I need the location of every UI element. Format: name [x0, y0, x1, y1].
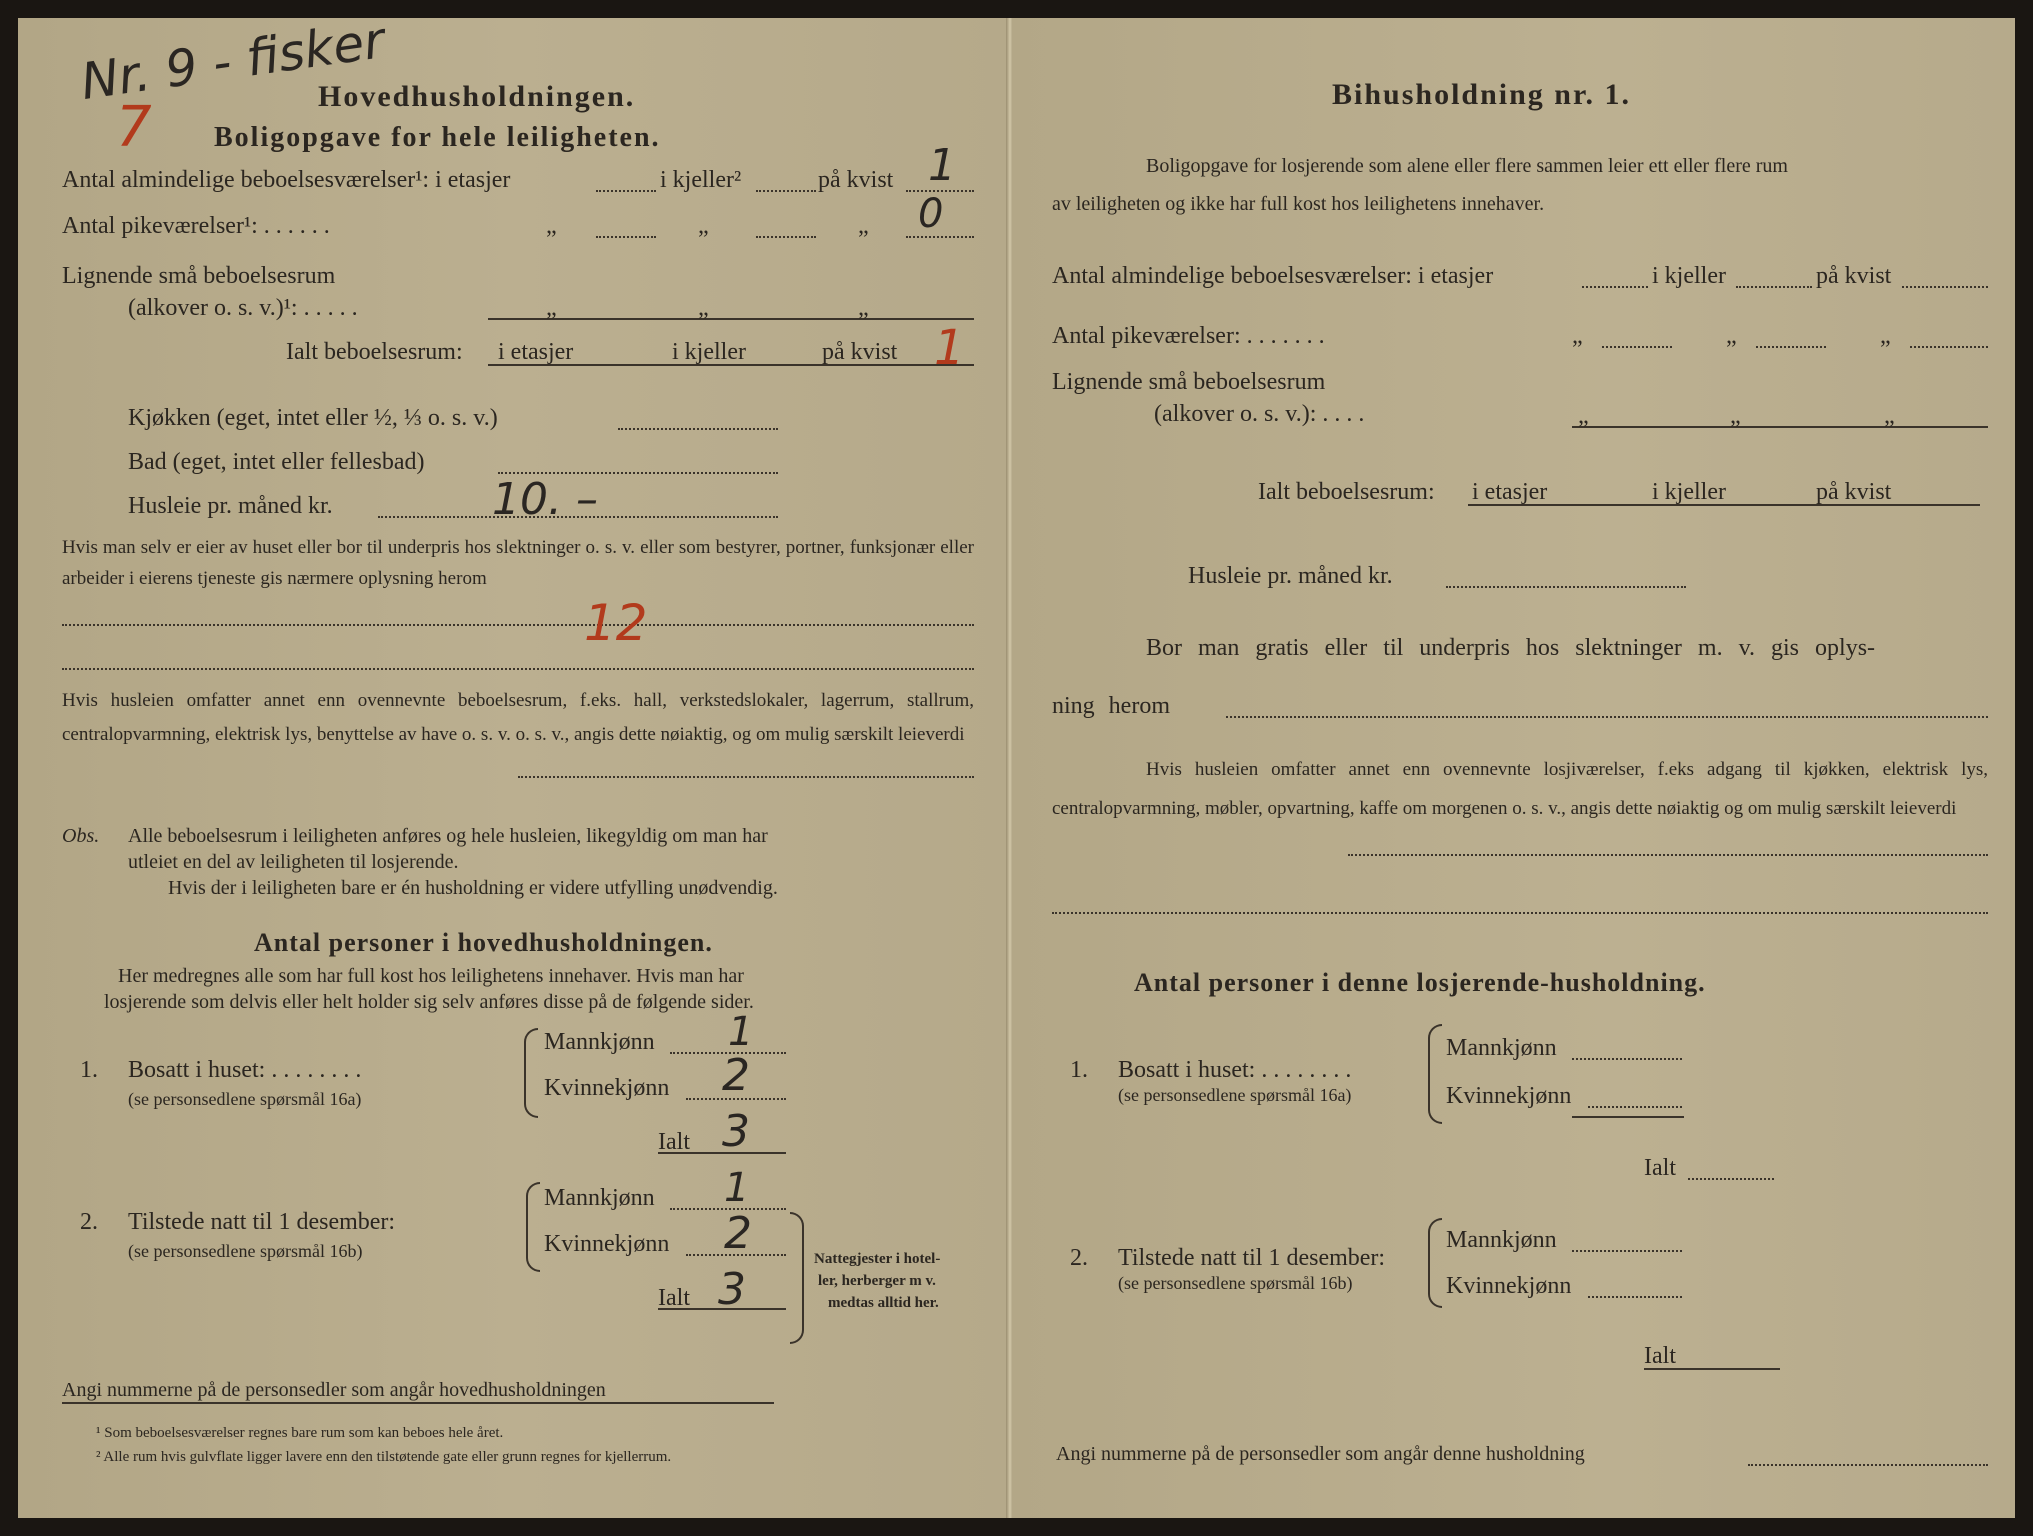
q1-brace-right: [1428, 1024, 1442, 1124]
total-etasjer-label-right: i etasjer: [1472, 479, 1548, 505]
q1-sublabel-right: (se personsedlene spørsmål 16a): [1118, 1085, 1352, 1105]
q1-brace: [524, 1028, 538, 1118]
hw-maid-kvist: 0: [918, 191, 944, 237]
q1-total-label-right: Ialt: [1644, 1155, 1676, 1181]
main-household-page: [18, 11, 1008, 1518]
hw-total-kvist: 1: [934, 320, 965, 376]
footnote-1: ¹ Som beboelsesværelser regnes bare rum som kan beboes hele året.: [96, 1425, 504, 1441]
night-guests-note-3: medtas alltid her.: [828, 1295, 939, 1311]
q1-label: Bosatt i huset: . . . . . . . .: [128, 1057, 362, 1083]
hw-q1-male: 1: [728, 1009, 754, 1055]
hw-owner-note: 12: [584, 594, 648, 652]
q2-label-right: Tilstede natt til 1 desember:: [1118, 1245, 1386, 1271]
q2-label: Tilstede natt til 1 desember:: [128, 1209, 396, 1235]
q2-female-label-right: Kvinnekjønn: [1446, 1273, 1572, 1299]
hw-q2-male: 1: [724, 1165, 750, 1211]
owner-info-text: Hvis man selv er eier av huset eller bor til underpris hos slektninger o. s. v. eller som bestyrer, portner, funksjonær eller arbeider i eierens tjeneste gis nærmere oplysning herom: [62, 537, 974, 589]
small-rooms-label: Lignende små beboelsesrum: [62, 263, 336, 289]
ditto-mark: „: [698, 295, 709, 321]
q2-male-label: Mannkjønn: [544, 1185, 655, 1211]
rent-includes-text: Hvis husleien omfatter annet enn ovennevnte beboelsesrum, f.eks. hall, verkstedslokaler, lagerrum, stallrum, centralopvarmning, elektrisk lys, benyttelse av have o. s. v. o. s. v., angis dette nøiaktig, og om mulig særskilt leieverdi: [62, 690, 974, 745]
handwritten-red-mark: 7: [116, 95, 152, 160]
rooms-etasjer-line: [596, 190, 656, 192]
free-housing-line: [1226, 716, 1988, 718]
alcove-label-right: (alkover o. s. v.): . . . .: [1154, 401, 1365, 427]
rent-includes-line-right: [1348, 854, 1988, 856]
maid-rooms-label-right: Antal pikeværelser: . . . . . . .: [1052, 323, 1325, 349]
rooms-etasjer-line-right: [1582, 286, 1648, 288]
q1-number: 1.: [80, 1057, 98, 1083]
person-numbers-line: [62, 1402, 774, 1404]
rooms-kvist-label-right: på kvist: [1816, 263, 1892, 289]
hw-q1-female: 2: [722, 1050, 750, 1101]
rooms-kjeller-line-right: [1736, 286, 1812, 288]
rent-line-right: [1446, 586, 1686, 588]
hw-rooms-kvist: 1: [928, 140, 956, 191]
obs-text-3: Hvis der i leiligheten bare er én husholdning er videre utfylling unødvendig.: [168, 877, 778, 899]
q2-brace-right: [1428, 1218, 1442, 1308]
q2-right-brace: [790, 1212, 804, 1344]
alcove-line-right: [1572, 426, 1988, 428]
maid-etasjer-line-right: [1602, 346, 1672, 348]
alcove-label: (alkover o. s. v.)¹: . . . . .: [128, 295, 358, 321]
q1-sum-rule-right: [1572, 1116, 1684, 1118]
kitchen-label: Kjøkken (eget, intet eller ½, ⅓ o. s. v.): [128, 405, 498, 431]
q2-total-label: Ialt: [658, 1285, 690, 1311]
q1-label-right: Bosatt i huset: . . . . . . . .: [1118, 1057, 1352, 1083]
obs-label: Obs.: [62, 825, 100, 847]
q2-female-label: Kvinnekjønn: [544, 1231, 670, 1257]
page-title-right: Bihusholdning nr. 1.: [1332, 78, 1632, 111]
persons-text-1: Her medregnes alle som har full kost hos leilighetens innehaver. Hvis man har: [118, 965, 744, 987]
rooms-kjeller-label: i kjeller²: [660, 167, 742, 193]
q1-sublabel: (se personsedlene spørsmål 16a): [128, 1089, 362, 1109]
bath-label: Bad (eget, intet eller fellesbad): [128, 449, 425, 475]
q2-total-label-right: Ialt: [1644, 1343, 1676, 1369]
obs-text-2: utleiet en del av leiligheten til losjerende.: [128, 851, 459, 873]
rooms-kvist-label: på kvist: [818, 167, 894, 193]
ditto-mark: „: [1884, 403, 1895, 429]
ditto-mark: „: [1880, 323, 1891, 349]
person-numbers-label: Angi nummerne på de personsedler som angår hovedhusholdningen: [62, 1379, 606, 1401]
maid-kvist-line-right: [1910, 346, 1988, 348]
ditto-mark: „: [858, 213, 869, 239]
q1-male-line-right: [1572, 1058, 1682, 1060]
q2-number-right: 2.: [1070, 1245, 1088, 1271]
persons-title: Antal personer i hovedhusholdningen.: [254, 928, 713, 957]
q2-male-line-right: [1572, 1250, 1682, 1252]
total-kjeller-label-right: i kjeller: [1652, 479, 1726, 505]
maid-rooms-label: Antal pikeværelser¹: . . . . . .: [62, 213, 330, 239]
rooms-kjeller-label-right: i kjeller: [1652, 263, 1726, 289]
ditto-mark: „: [546, 213, 557, 239]
rent-includes-text-right: Hvis husleien omfatter annet enn ovennevnte losjiværelser, f.eks adgang til kjøkken, elektrisk lys, centralopvarmning, møbler, opvartning, kaffe om morgenen o. s. v., angis dette nøiaktig og om mulig særskilt leieverdi: [1052, 759, 1988, 819]
person-numbers-label-right: Angi nummerne på de personsedler som angår denne husholdning: [1056, 1443, 1585, 1465]
rooms-label-right: Antal almindelige beboelsesværelser: i etasjer: [1052, 263, 1494, 289]
q2-male-label-right: Mannkjønn: [1446, 1227, 1557, 1253]
q1-female-line-right: [1588, 1106, 1682, 1108]
owner-info-line-1: [62, 624, 974, 626]
ditto-mark: „: [1730, 403, 1741, 429]
q1-female-label-right: Kvinnekjønn: [1446, 1083, 1572, 1109]
total-kjeller-label: i kjeller: [672, 339, 746, 365]
maid-kjeller-line: [756, 236, 816, 238]
total-rooms-label-right: Ialt beboelsesrum:: [1258, 479, 1435, 505]
total-rooms-label: Ialt beboelsesrum:: [286, 339, 463, 365]
night-guests-note-2: ler, herberger m v.: [818, 1273, 936, 1289]
hw-q2-total: 3: [718, 1264, 746, 1315]
small-rooms-label-right: Lignende små beboelsesrum: [1052, 369, 1326, 395]
census-form-sheet: [18, 11, 2015, 1518]
q2-sublabel: (se personsedlene spørsmål 16b): [128, 1241, 363, 1261]
intro-text-2: av leiligheten og ikke har full kost hos leilighetens innehaver.: [1052, 193, 1545, 215]
ditto-mark: „: [1578, 403, 1589, 429]
rooms-label: Antal almindelige beboelsesværelser¹: i etasjer: [62, 167, 511, 193]
q1-total-label: Ialt: [658, 1129, 690, 1155]
handwritten-header-note: Nr. 9 - fisker: [77, 11, 388, 111]
alcove-line: [488, 318, 974, 320]
maid-etasjer-line: [596, 236, 656, 238]
hw-q1-total: 3: [722, 1106, 750, 1157]
kitchen-line: [618, 428, 778, 430]
total-kvist-label-right: på kvist: [1816, 479, 1892, 505]
q2-total-line-right: [1644, 1368, 1780, 1370]
person-numbers-line-right: [1748, 1464, 1988, 1466]
rooms-kjeller-line: [756, 190, 816, 192]
rent-label-right: Husleie pr. måned kr.: [1188, 563, 1393, 589]
free-housing-text-1: Bor man gratis eller til underpris hos slektninger m. v. gis oplys-: [1146, 635, 1876, 661]
q2-sublabel-right: (se personsedlene spørsmål 16b): [1118, 1273, 1353, 1293]
persons-title-right: Antal personer i denne losjerende-husholdning.: [1134, 968, 1706, 997]
ditto-mark: „: [1726, 323, 1737, 349]
total-etasjer-label: i etasjer: [498, 339, 574, 365]
page-subtitle: Boligopgave for hele leiligheten.: [214, 122, 661, 153]
ditto-mark: „: [858, 295, 869, 321]
owner-info-line-2: [62, 668, 974, 670]
q1-female-label: Kvinnekjønn: [544, 1075, 670, 1101]
hw-q2-female: 2: [724, 1208, 752, 1259]
ditto-mark: „: [698, 213, 709, 239]
rent-includes-line: [518, 776, 974, 778]
q2-brace: [526, 1182, 540, 1272]
rent-includes-line-right-2: [1052, 912, 1988, 914]
night-guests-note-1: Nattegjester i hotel-: [814, 1251, 941, 1267]
free-housing-text-2: ning herom: [1052, 693, 1170, 719]
page-title: Hovedhusholdningen.: [318, 80, 636, 113]
q1-male-label: Mannkjønn: [544, 1029, 655, 1055]
sub-household-page: [1012, 18, 2015, 1518]
hw-rent: 10. –: [492, 474, 598, 525]
q1-total-line-right: [1688, 1178, 1774, 1180]
maid-kjeller-line-right: [1756, 346, 1826, 348]
q1-male-label-right: Mannkjønn: [1446, 1035, 1557, 1061]
rooms-kvist-line-right: [1902, 286, 1988, 288]
intro-text-1: Boligopgave for losjerende som alene eller flere sammen leier ett eller flere rum: [1146, 155, 1788, 177]
total-kvist-label: på kvist: [822, 339, 898, 365]
footnote-2: ² Alle rum hvis gulvflate ligger lavere enn den tilstøtende gate eller grunn regnes for kjellerrum.: [96, 1449, 672, 1465]
ditto-mark: „: [546, 295, 557, 321]
q1-number-right: 1.: [1070, 1057, 1088, 1083]
persons-text-2: losjerende som delvis eller helt holder sig selv anføres disse på de følgende sider.: [104, 991, 754, 1013]
ditto-mark: „: [1572, 323, 1583, 349]
obs-text-1: Alle beboelsesrum i leiligheten anføres og hele husleien, likegyldig om man har: [128, 825, 768, 847]
q2-female-line-right: [1588, 1296, 1682, 1298]
rent-label: Husleie pr. måned kr.: [128, 493, 333, 519]
q2-number: 2.: [80, 1209, 98, 1235]
